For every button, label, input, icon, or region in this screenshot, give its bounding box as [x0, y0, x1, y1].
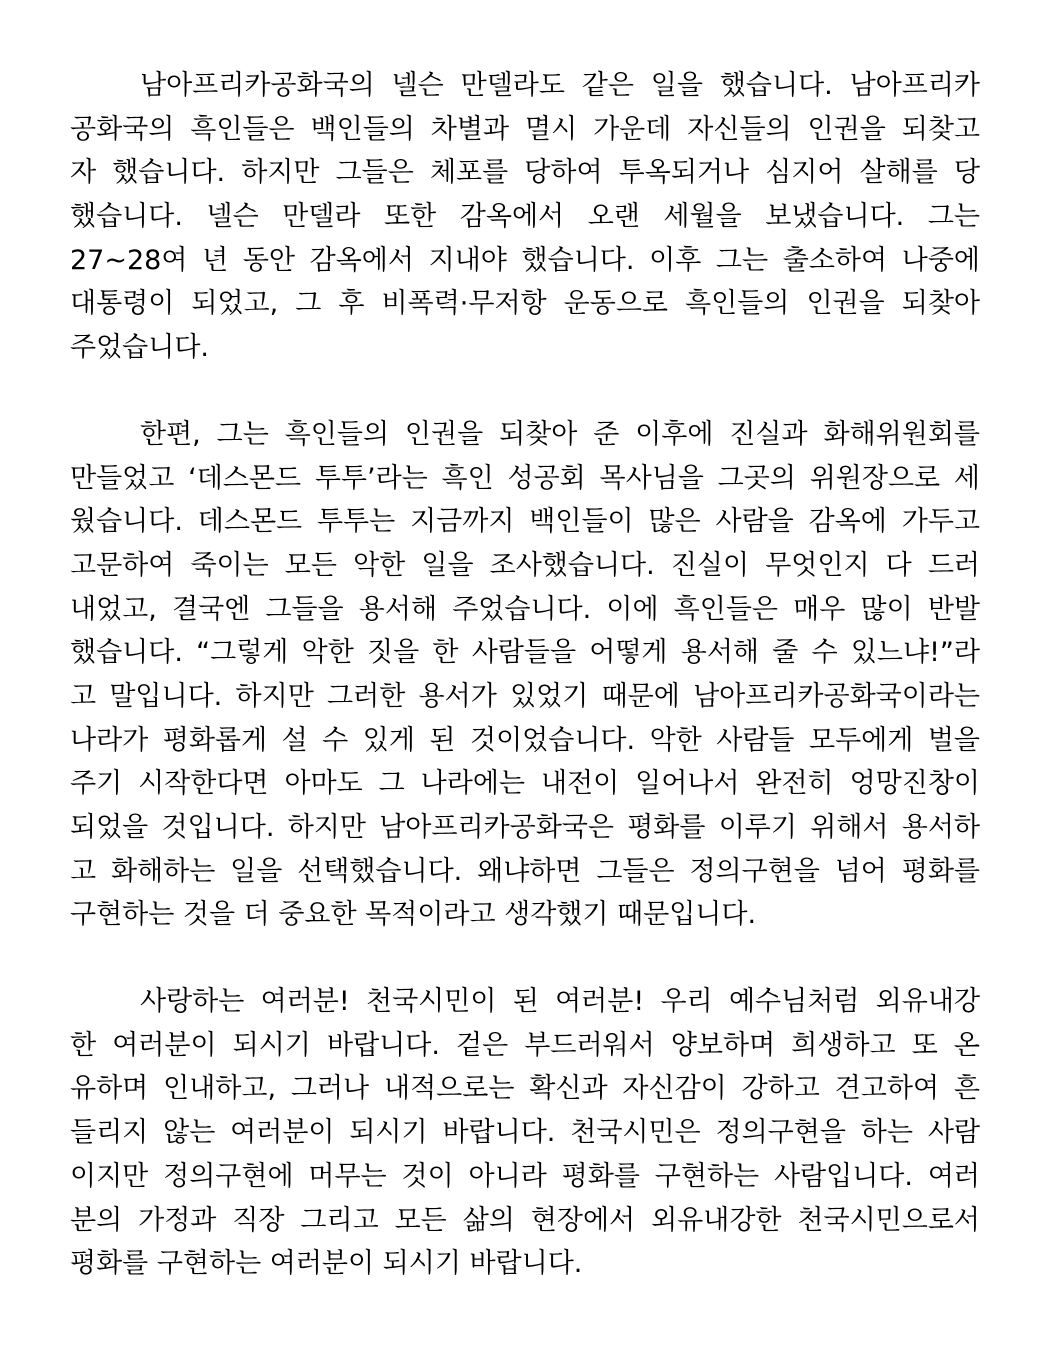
text-line: 유하며 인내하고, 그러나 내적으로는 확신과 자신감이 강하고 견고하여 흔	[70, 1073, 980, 1105]
text-line: 고 말입니다. 하지만 그러한 용서가 있었기 때문에 남아프리카공화국이라는	[70, 680, 980, 712]
text-line: 남아프리카공화국의 넬슨 만델라도 같은 일을 했습니다. 남아프리카	[140, 70, 980, 101]
text-line: 들리지 않는 여러분이 되시기 바랍니다. 천국시민은 정의구현을 하는 사람	[70, 1117, 980, 1149]
text-line: 나라가 평화롭게 설 수 있게 된 것이었습니다. 악한 사람들 모두에게 벌을	[70, 724, 980, 756]
text-line: 공화국의 흑인들은 백인들의 차별과 멸시 가운데 자신들의 인권을 되찾고	[70, 113, 980, 145]
paragraph-truth-commission	[70, 413, 980, 937]
paragraph-mandela	[70, 64, 980, 370]
text-line: 한 여러분이 되시기 바랍니다. 겉은 부드러워서 양보하며 희생하고 또 온	[70, 1029, 980, 1061]
text-line: 주었습니다.	[70, 332, 209, 364]
text-line: 분의 가정과 직장 그리고 모든 삶의 현장에서 외유내강한 천국시민으로서	[70, 1204, 980, 1236]
document-page	[70, 64, 980, 1286]
text-line: 이지만 정의구현에 머무는 것이 아니라 평화를 구현하는 사람입니다. 여러	[70, 1160, 980, 1192]
text-line: 되었을 것입니다. 하지만 남아프리카공화국은 평화를 이루기 위해서 용서하	[70, 812, 980, 843]
text-line: 고 화해하는 일을 선택했습니다. 왜냐하면 그들은 정의구현을 넘어 평화를	[70, 855, 980, 887]
text-line: 했습니다. 넬슨 만델라 또한 감옥에서 오랜 세월을 보냈습니다. 그는	[70, 201, 980, 233]
text-line: 내었고, 결국엔 그들을 용서해 주었습니다. 이에 흑인들은 매우 많이 반발	[70, 593, 980, 625]
paragraph-exhortation	[70, 980, 980, 1286]
text-line: 자 했습니다. 하지만 그들은 체포를 당하여 투옥되거나 심지어 살해를 당	[70, 157, 980, 189]
text-line: 만들었고 ‘데스몬드 투투’라는 흑인 성공회 목사님을 그곳의 위원장으로 세	[70, 462, 980, 494]
text-line: 했습니다. “그렇게 악한 짓을 한 사람들을 어떻게 용서해 줄 수 있느냐!”라	[70, 637, 980, 669]
text-line: 구현하는 것을 더 중요한 목적이라고 생각했기 때문입니다.	[70, 899, 757, 931]
text-line: 웠습니다. 데스몬드 투투는 지금까지 백인들이 많은 사람을 감옥에 가두고	[70, 506, 980, 538]
text-line: 사랑하는 여러분! 천국시민이 된 여러분! 우리 예수님처럼 외유내강	[140, 986, 980, 1018]
text-line: 주기 시작한다면 아마도 그 나라에는 내전이 일어나서 완전히 엉망진창이	[70, 768, 980, 800]
text-line: 대통령이 되었고, 그 후 비폭력·무저항 운동으로 흑인들의 인권을 되찾아	[70, 288, 980, 320]
text-line: 한편, 그는 흑인들의 인권을 되찾아 준 이후에 진실과 화해위원회를	[140, 418, 980, 450]
text-line: 27~28여 년 동안 감옥에서 지내야 했습니다. 이후 그는 출소하여 나중에	[70, 244, 980, 276]
text-line: 고문하여 죽이는 모든 악한 일을 조사했습니다. 진실이 무엇인지 다 드러	[70, 549, 980, 581]
text-line: 평화를 구현하는 여러분이 되시기 바랍니다.	[70, 1248, 583, 1280]
